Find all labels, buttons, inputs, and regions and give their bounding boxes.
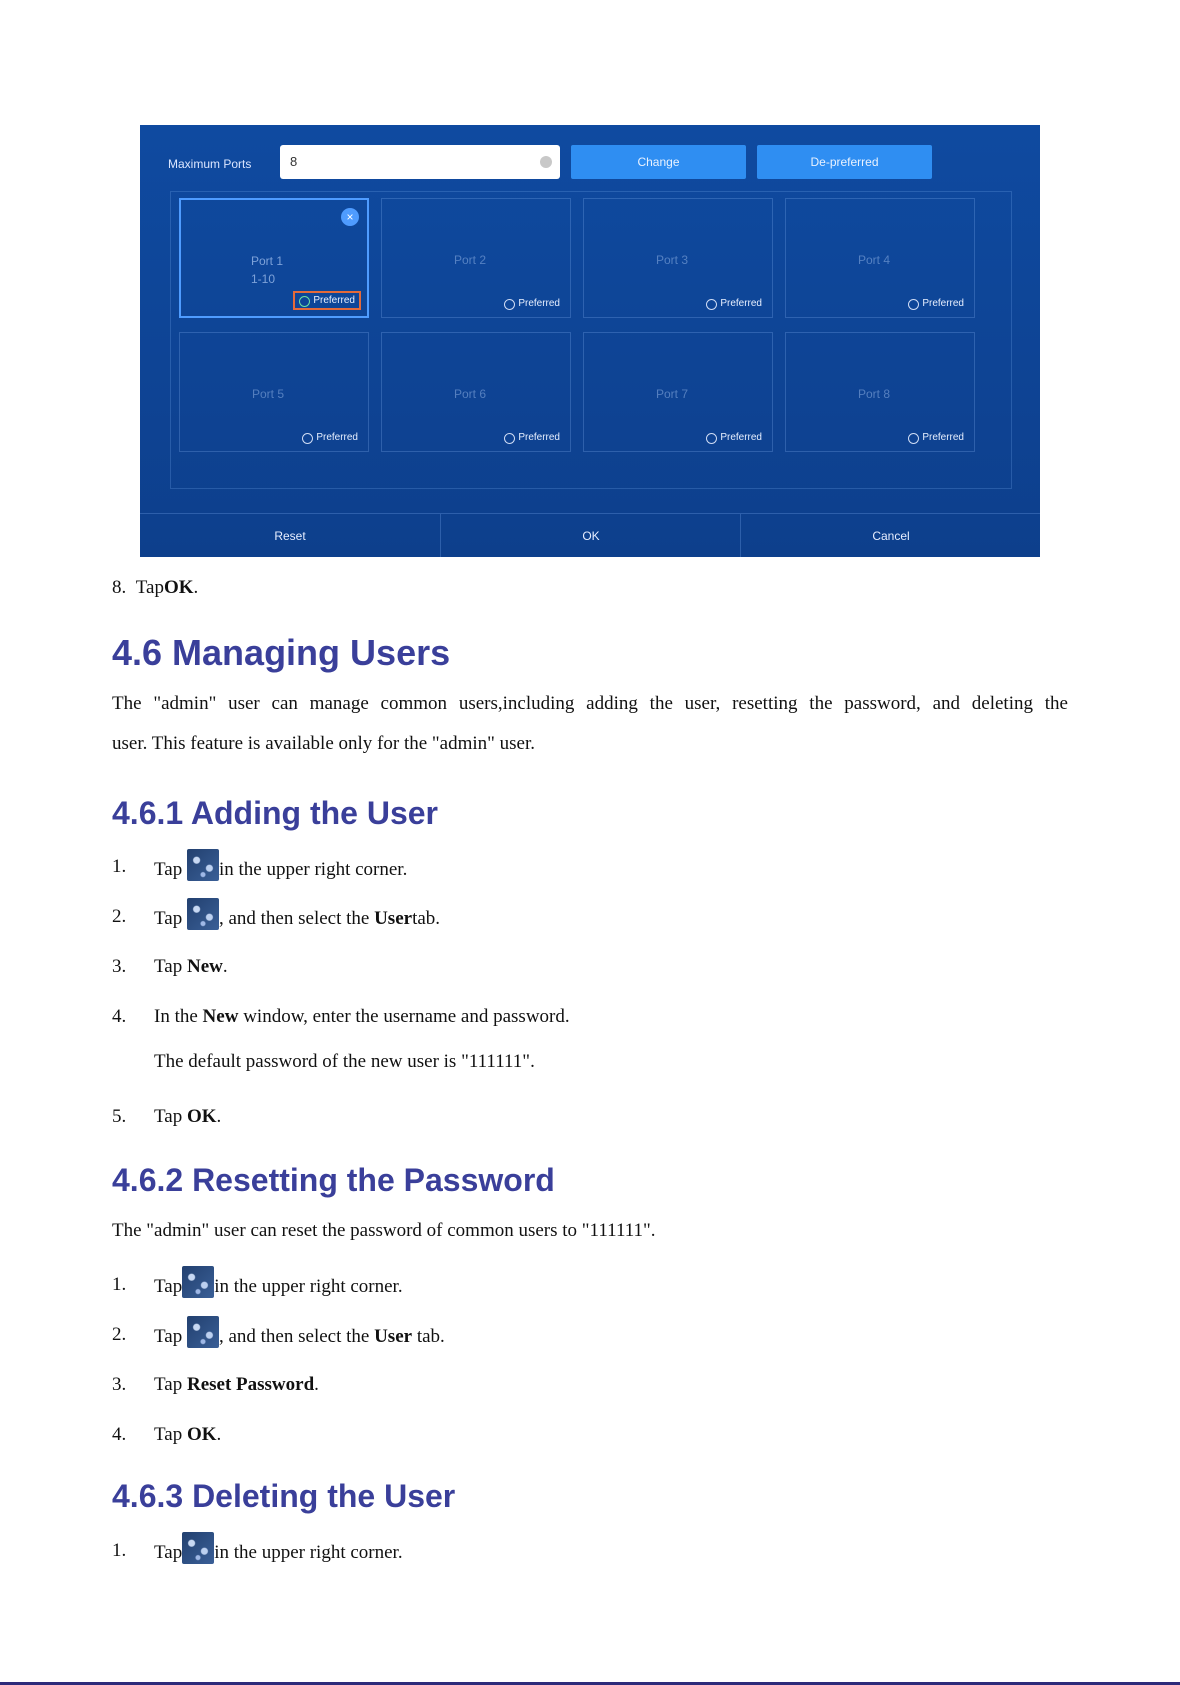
port-name: Port 3	[656, 253, 689, 267]
step-number: 2.	[112, 1324, 127, 1345]
step-line: Tap in the upper right corner.	[154, 1266, 403, 1298]
user-menu-icon	[182, 1266, 214, 1298]
user-menu-icon	[187, 849, 219, 881]
radio-icon	[908, 433, 919, 444]
radio-icon	[504, 433, 515, 444]
settings-icon	[187, 1316, 219, 1348]
clear-icon[interactable]	[540, 156, 552, 168]
heading-4-6-3: 4.6.3 Deleting the User	[112, 1478, 456, 1514]
step-line: Tap New.	[154, 956, 228, 977]
preferred-radio[interactable]: Preferred	[500, 430, 564, 445]
port-name: Port 7	[656, 387, 689, 401]
preferred-radio[interactable]: Preferred	[500, 296, 564, 311]
radio-icon	[908, 299, 919, 310]
step-line: Tap Reset Password.	[154, 1374, 319, 1395]
heading-4-6-2: 4.6.2 Resetting the Password	[112, 1162, 555, 1198]
intro-line-1: The "admin" user can manage common users,including adding the user, resetting the password, and deleting the	[112, 693, 1068, 714]
change-button[interactable]: Change	[571, 145, 746, 179]
port-name: Port 2	[454, 253, 487, 267]
port-card[interactable]	[381, 332, 571, 452]
preferred-radio[interactable]: Preferred	[298, 430, 362, 445]
step-number: 5.	[112, 1106, 127, 1127]
step-line: Tap OK.	[154, 1424, 222, 1445]
port-name: Port 5	[252, 387, 285, 401]
step-number: 1.	[112, 856, 127, 877]
port-name: Port 8	[858, 387, 891, 401]
intro-line-2: user. This feature is available only for the "admin" user.	[112, 733, 536, 754]
port-card[interactable]	[785, 198, 975, 318]
radio-icon	[706, 299, 717, 310]
step-line: Tap in the upper right corner.	[154, 849, 407, 881]
step-number: 1.	[112, 1540, 127, 1561]
step-line: Tap , and then select the User tab.	[154, 1316, 445, 1348]
reset-button[interactable]: Reset	[274, 529, 306, 543]
cancel-button[interactable]: Cancel	[740, 514, 1040, 557]
port-name: Port 6	[454, 387, 487, 401]
port-card[interactable]	[381, 198, 571, 318]
preferred-radio[interactable]: Preferred	[904, 430, 968, 445]
port-card[interactable]	[179, 198, 369, 318]
port-settings-screenshot	[140, 125, 1040, 557]
preferred-radio[interactable]: Preferred	[904, 296, 968, 311]
heading-4-6: 4.6 Managing Users	[112, 632, 451, 673]
section-intro: The "admin" user can reset the password of common users to "111111".	[112, 1220, 656, 1241]
radio-icon	[706, 433, 717, 444]
step-8: 8. TapOK.	[112, 577, 199, 598]
step-line: In the New window, enter the username and password.	[154, 1006, 570, 1027]
step-number: 2.	[112, 906, 127, 927]
preferred-radio[interactable]: Preferred	[293, 291, 361, 310]
step-number: 3.	[112, 956, 127, 977]
step-note: The default password of the new user is "111111".	[154, 1051, 535, 1072]
step-line: Tap , and then select the Usertab.	[154, 898, 440, 930]
radio-icon	[299, 296, 310, 307]
max-ports-input[interactable]	[280, 145, 560, 179]
port-card[interactable]	[179, 332, 369, 452]
step-number: 4.	[112, 1006, 127, 1027]
ports-grid	[170, 191, 1012, 489]
port-card[interactable]	[785, 332, 975, 452]
close-icon[interactable]: ×	[341, 208, 359, 226]
step-number: 4.	[112, 1424, 127, 1445]
radio-icon	[504, 299, 515, 310]
port-name: Port 4	[858, 253, 891, 267]
max-ports-value: 8	[290, 154, 298, 169]
preferred-radio[interactable]: Preferred	[702, 296, 766, 311]
de-preferred-button[interactable]: De-preferred	[757, 145, 932, 179]
port-card[interactable]	[583, 332, 773, 452]
step-line: Tap OK.	[154, 1106, 222, 1127]
step-number: 3.	[112, 1374, 127, 1395]
port-name: Port 1 1-10	[251, 254, 284, 286]
max-ports-label: Maximum Ports	[168, 157, 252, 171]
port-card[interactable]	[583, 198, 773, 318]
heading-4-6-1: 4.6.1 Adding the User	[112, 795, 438, 831]
preferred-radio[interactable]: Preferred	[702, 430, 766, 445]
user-menu-icon	[182, 1532, 214, 1564]
step-number: 1.	[112, 1274, 127, 1295]
dialog-footer	[140, 513, 1040, 557]
step-line: Tap in the upper right corner.	[154, 1532, 403, 1564]
settings-icon	[187, 898, 219, 930]
ok-button[interactable]: OK	[440, 514, 741, 557]
radio-icon	[302, 433, 313, 444]
